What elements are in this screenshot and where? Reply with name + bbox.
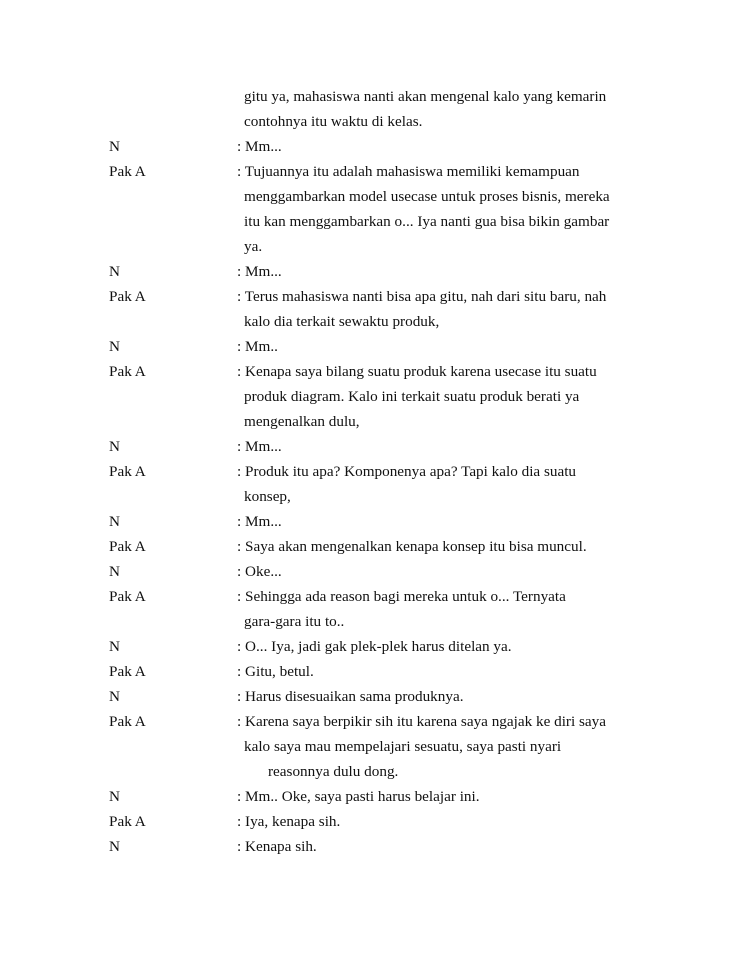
transcript-line: gara-gara itu to..	[244, 613, 345, 630]
transcript-line: gitu ya, mahasiswa nanti akan mengenal kalo yang kemarin	[244, 88, 607, 105]
speaker-label: N	[109, 838, 120, 855]
transcript-line: konsep,	[244, 488, 291, 505]
speaker-label: N	[109, 338, 120, 355]
transcript-line: : Gitu, betul.	[237, 663, 314, 680]
transcript-line: contohnya itu waktu di kelas.	[244, 113, 423, 130]
transcript-line: : Iya, kenapa sih.	[237, 813, 341, 830]
transcript-line: kalo saya mau mempelajari sesuatu, saya pasti nyari	[244, 738, 562, 755]
transcript-line: : O... Iya, jadi gak plek-plek harus ditelan ya.	[237, 638, 512, 655]
speaker-label: N	[109, 638, 120, 655]
transcript-line: kalo dia terkait sewaktu produk,	[244, 313, 440, 330]
transcript-line: itu kan menggambarkan o... Iya nanti gua bisa bikin gambar	[244, 213, 610, 230]
transcript-line: : Kenapa saya bilang suatu produk karena usecase itu suatu	[237, 363, 597, 380]
speaker-label: N	[109, 513, 120, 530]
transcript-line: : Terus mahasiswa nanti bisa apa gitu, nah dari situ baru, nah	[237, 288, 607, 305]
transcript-line: mengenalkan dulu,	[244, 413, 360, 430]
speaker-label: Pak A	[109, 363, 146, 380]
transcript-line: : Kenapa sih.	[237, 838, 317, 855]
speaker-label: Pak A	[109, 588, 146, 605]
transcript-line: : Karena saya berpikir sih itu karena saya ngajak ke diri saya	[237, 713, 606, 730]
speaker-label: Pak A	[109, 463, 146, 480]
speaker-label: Pak A	[109, 663, 146, 680]
transcript-line: : Mm...	[237, 138, 282, 155]
speaker-label: Pak A	[109, 713, 146, 730]
transcript-line: reasonnya dulu dong.	[268, 763, 399, 780]
transcript-line: : Tujuannya itu adalah mahasiswa memiliki kemampuan	[237, 163, 580, 180]
speaker-label: N	[109, 138, 120, 155]
transcript-line: : Produk itu apa? Komponenya apa? Tapi kalo dia suatu	[237, 463, 577, 480]
transcript-line: : Mm..	[237, 338, 278, 355]
speaker-label: N	[109, 263, 120, 280]
transcript-line: : Saya akan mengenalkan kenapa konsep itu bisa muncul.	[237, 538, 587, 555]
transcript-line: menggambarkan model usecase untuk proses bisnis, mereka	[244, 188, 610, 205]
speaker-label: N	[109, 563, 120, 580]
speaker-label: N	[109, 438, 120, 455]
transcript-line: : Harus disesuaikan sama produknya.	[237, 688, 464, 705]
transcript-line: ya.	[244, 238, 263, 255]
speaker-label: N	[109, 788, 120, 805]
transcript-line: : Mm.. Oke, saya pasti harus belajar ini.	[237, 788, 480, 805]
speaker-label: N	[109, 688, 120, 705]
speaker-label: Pak A	[109, 288, 146, 305]
transcript-line: : Mm...	[237, 438, 282, 455]
transcript-line: : Mm...	[237, 263, 282, 280]
transcript-line: produk diagram. Kalo ini terkait suatu produk berati ya	[244, 388, 580, 405]
transcript-line: : Mm...	[237, 513, 282, 530]
transcript-line: : Oke...	[237, 563, 282, 580]
speaker-label: Pak A	[109, 813, 146, 830]
transcript-line: : Sehingga ada reason bagi mereka untuk o... Ternyata	[237, 588, 566, 605]
speaker-label: Pak A	[109, 163, 146, 180]
speaker-label: Pak A	[109, 538, 146, 555]
